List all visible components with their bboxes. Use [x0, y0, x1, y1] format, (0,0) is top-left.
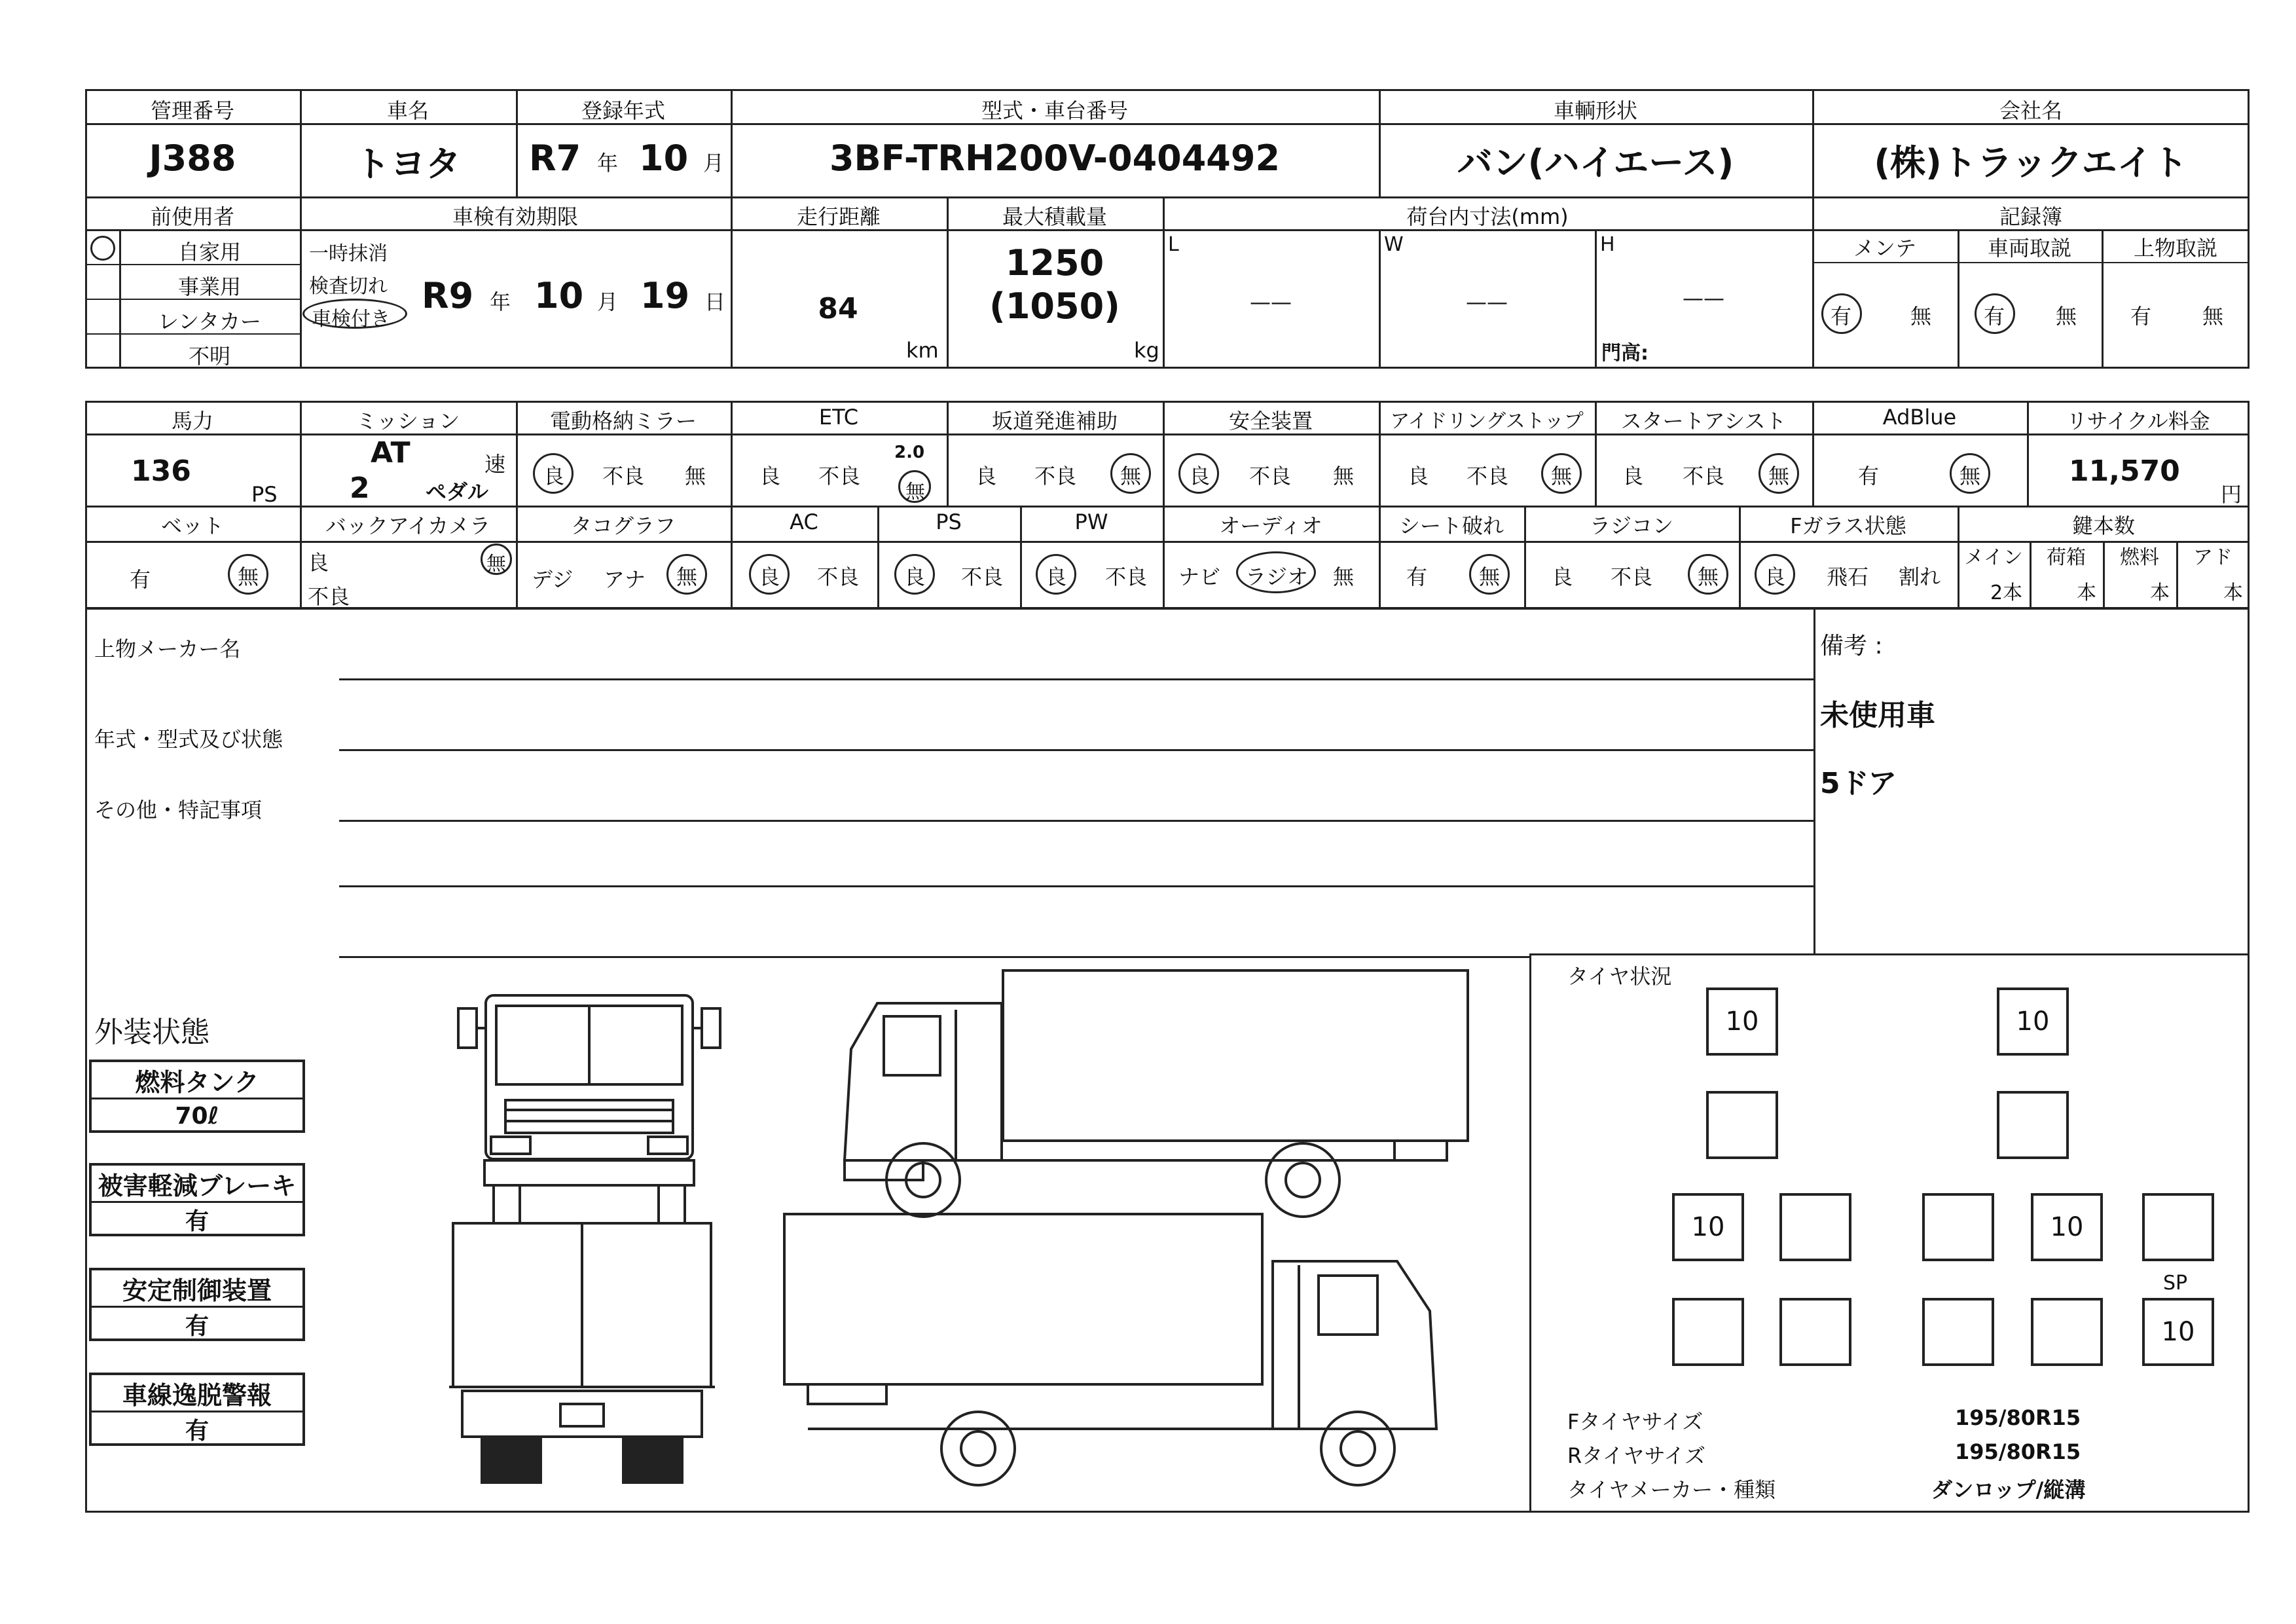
- label-etc: ETC: [818, 405, 859, 430]
- tire-spare: 10: [2142, 1298, 2214, 1366]
- stability-control-label: 安定制御装置: [92, 1270, 302, 1308]
- company-name: (株)トラックエイト: [1874, 142, 2188, 183]
- tire-rear-inner-right-a: [1922, 1193, 1994, 1261]
- mission-pedal: 2: [350, 471, 370, 505]
- insp-day-unit: 日: [704, 289, 726, 314]
- label-tachograph: タコグラフ: [570, 513, 676, 538]
- label-other-notes: その他・特記事項: [94, 798, 263, 822]
- dim-H-value: ——: [1683, 286, 1724, 310]
- key-box-value: 本: [2077, 581, 2096, 604]
- lane-departure-label: 車線逸脱警報: [92, 1375, 302, 1412]
- glass-chip: 飛石: [1827, 564, 1869, 589]
- adblue-none: 無: [1959, 464, 1981, 489]
- ps-good: 良: [904, 564, 926, 589]
- key-fuel-value: 本: [2150, 581, 2170, 604]
- key-fuel-label: 燃料: [2120, 546, 2159, 569]
- pw-bad: 不良: [1105, 564, 1148, 589]
- tire-maker: ダンロップ/縦溝: [1931, 1477, 2086, 1502]
- mileage-value: 84: [818, 292, 858, 325]
- tire-rear2-inner-left: [1779, 1298, 1851, 1366]
- f-tire-size: 195/80R15: [1955, 1405, 2081, 1430]
- dim-L-label: L: [1168, 233, 1179, 256]
- tacho-analog: アナ: [604, 567, 646, 592]
- label-bed-dimensions: 荷台内寸法(mm): [1406, 204, 1569, 229]
- fuel-tank-label: 燃料タンク: [92, 1062, 302, 1099]
- label-registration-year: 登録年式: [581, 98, 665, 123]
- hill-good: 良: [975, 464, 997, 489]
- horsepower-unit: PS: [251, 482, 278, 507]
- label-ps: PS: [936, 509, 962, 534]
- label-inspection-expiry: 車検有効期限: [452, 204, 578, 229]
- inspection-temp-cancel: 一時抹消: [309, 242, 388, 265]
- lane-departure-box: [89, 1373, 305, 1446]
- label-company: 会社名: [1999, 98, 2062, 123]
- label-pw: PW: [1074, 509, 1108, 534]
- dim-W-value: ——: [1466, 289, 1508, 314]
- label-audio: オーディオ: [1219, 513, 1322, 538]
- collision-brake-value: 有: [185, 1208, 209, 1235]
- key-main-label: メイン: [1964, 546, 2023, 569]
- remarks-label: 備考 :: [1820, 633, 1883, 659]
- hill-none: 無: [1120, 464, 1142, 489]
- seat-has: 有: [1406, 564, 1428, 589]
- month-unit: 月: [703, 151, 725, 175]
- max-load-unit: kg: [1134, 338, 1159, 363]
- etc-none: 無: [905, 481, 925, 504]
- tire-rear-inner-right: 10: [2031, 1193, 2103, 1261]
- record-maintenance: メンテ: [1853, 236, 1916, 261]
- dim-L-value: ——: [1250, 289, 1292, 314]
- label-record-book: 記録簿: [1999, 204, 2062, 229]
- record-maint-yes: 有: [1831, 304, 1852, 329]
- prev-user-rental: レンタカー: [158, 309, 261, 334]
- record-vehicle-no: 無: [2056, 304, 2077, 329]
- spare-label: SP: [2163, 1272, 2188, 1295]
- remarks-line-2: 5ドア: [1820, 767, 1897, 800]
- truck-rear-view: [449, 1219, 715, 1488]
- truck-front-view: [452, 982, 727, 1231]
- tire-maker-label: タイヤメーカー・種類: [1567, 1477, 1776, 1502]
- remote-bad: 不良: [1611, 564, 1653, 589]
- stability-control-box: [89, 1268, 305, 1341]
- label-back-camera: バックアイカメラ: [325, 513, 491, 538]
- key-box-label: 荷箱: [2047, 546, 2086, 569]
- label-key-count: 鍵本数: [2071, 513, 2135, 538]
- record-vehicle-yes: 有: [1984, 304, 2005, 329]
- hill-bad: 不良: [1034, 464, 1077, 489]
- exterior-title: 外装状態: [94, 1016, 210, 1049]
- car-name: トヨタ: [355, 143, 461, 185]
- label-body-shape: 車輌形状: [1553, 98, 1637, 123]
- start-bad: 不良: [1683, 464, 1725, 489]
- tire-rear-inner-left: [1779, 1193, 1851, 1261]
- prev-user-business: 事業用: [177, 274, 241, 299]
- label-start-assist: スタートアシスト: [1620, 409, 1787, 434]
- gate-height-label: 門高:: [1601, 342, 1649, 365]
- label-hill-start-assist: 坂道発進補助: [991, 409, 1118, 434]
- mission-pedal-label: ペダル: [426, 479, 489, 504]
- f-tire-size-label: Fタイヤサイズ: [1567, 1409, 1704, 1434]
- idle-none: 無: [1551, 464, 1573, 489]
- dim-H-label: H: [1600, 233, 1615, 256]
- lane-departure-value: 有: [185, 1417, 209, 1445]
- dim-W-label: W: [1384, 233, 1404, 256]
- tire-mid-right: [1997, 1091, 2069, 1159]
- body-shape: バン(ハイエース): [1457, 142, 1734, 183]
- start-none: 無: [1768, 464, 1790, 489]
- label-transmission: ミッション: [355, 409, 460, 434]
- inspection-valid: 車検付き: [312, 308, 390, 331]
- tire-rear2-outer-right: [2031, 1298, 2103, 1366]
- record-maint-no: 無: [1910, 304, 1932, 329]
- mileage-unit: km: [906, 338, 939, 363]
- max-load-value: 1250: [1005, 242, 1104, 284]
- tire-extra: [2142, 1193, 2214, 1261]
- mirror-none: 無: [685, 464, 706, 489]
- remarks-line-1: 未使用車: [1820, 699, 1935, 732]
- tire-front-right: 10: [1997, 987, 2069, 1056]
- inspection-expired: 検査切れ: [309, 275, 388, 298]
- fuel-tank-value: 70ℓ: [175, 1102, 219, 1130]
- collision-brake-box: [89, 1163, 305, 1236]
- label-max-load: 最大積載量: [1002, 204, 1107, 229]
- r-tire-size-label: Rタイヤサイズ: [1567, 1443, 1706, 1468]
- label-previous-user: 前使用者: [150, 204, 234, 229]
- label-ac: AC: [790, 509, 818, 534]
- tacho-none: 無: [676, 564, 698, 589]
- insp-month-unit: 月: [597, 289, 619, 314]
- camera-none: 無: [486, 553, 506, 576]
- tire-rear-outer-left: 10: [1672, 1193, 1744, 1261]
- key-main-value: 2本: [1990, 581, 2023, 604]
- mission-type: AT: [371, 436, 410, 470]
- inspection-era-year: R9: [422, 275, 474, 316]
- recycle-fee-unit: 円: [2221, 482, 2242, 507]
- label-remote: ラジコン: [1589, 513, 1673, 538]
- prev-user-private: 自家用: [177, 240, 241, 265]
- management-no: J388: [149, 138, 236, 179]
- truck-side-view-left: [831, 964, 1480, 1226]
- r-tire-size: 195/80R15: [1955, 1439, 2081, 1464]
- label-management-no: 管理番号: [150, 98, 234, 123]
- bed-none: 無: [238, 564, 259, 589]
- tire-rear2-outer-left: [1672, 1298, 1744, 1366]
- camera-bad: 不良: [308, 584, 350, 609]
- safety-bad: 不良: [1249, 464, 1292, 489]
- label-recycle-fee: リサイクル料金: [2066, 409, 2210, 434]
- label-horsepower: 馬力: [171, 409, 213, 434]
- pw-good: 良: [1046, 564, 1067, 589]
- label-upper-maker: 上物メーカー名: [94, 637, 241, 661]
- model-chassis-no: 3BF-TRH200V-0404492: [829, 138, 1281, 179]
- key-ad-value: 本: [2223, 581, 2243, 604]
- ac-bad: 不良: [817, 564, 860, 589]
- etc-good: 良: [759, 464, 781, 489]
- inspection-day: 19: [640, 275, 690, 316]
- remote-none: 無: [1698, 564, 1719, 589]
- idle-bad: 不良: [1467, 464, 1509, 489]
- collision-brake-label: 被害軽減ブレーキ: [92, 1166, 302, 1203]
- label-mileage: 走行距離: [796, 204, 881, 229]
- ac-good: 良: [759, 564, 780, 589]
- label-model-chassis: 型式・車台番号: [981, 98, 1128, 123]
- inspection-month: 10: [534, 275, 584, 316]
- audio-navi: ナビ: [1178, 564, 1221, 589]
- audio-none: 無: [1333, 564, 1355, 589]
- ps-bad: 不良: [961, 564, 1004, 589]
- recycle-fee-value: 11,570: [2069, 454, 2180, 488]
- key-ad-label: アド: [2193, 546, 2232, 569]
- label-idling-stop: アイドリングストップ: [1390, 410, 1584, 433]
- bed-has: 有: [130, 567, 151, 592]
- horsepower-value: 136: [131, 454, 191, 488]
- safety-good: 良: [1189, 464, 1211, 489]
- mirror-good: 良: [543, 464, 565, 489]
- record-body-yes: 有: [2130, 304, 2152, 329]
- year-unit: 年: [597, 151, 619, 175]
- safety-none: 無: [1333, 464, 1355, 489]
- label-car-name: 車名: [386, 98, 429, 123]
- glass-good: 良: [1764, 564, 1786, 589]
- label-power-mirror: 電動格納ミラー: [549, 409, 697, 434]
- label-f-glass: Fガラス状態: [1790, 513, 1906, 538]
- label-bed: ベット: [160, 513, 224, 538]
- prev-user-unknown: 不明: [188, 344, 230, 369]
- fuel-tank-box: [89, 1060, 305, 1133]
- record-body-no: 無: [2202, 304, 2224, 329]
- adblue-has: 有: [1858, 464, 1880, 489]
- label-year-model-condition: 年式・型式及び状態: [94, 727, 283, 752]
- label-safety-device: 安全装置: [1228, 409, 1313, 434]
- record-body-manual: 上物取説: [2133, 236, 2217, 261]
- seat-none: 無: [1479, 564, 1501, 589]
- insp-year-unit: 年: [490, 289, 511, 314]
- start-good: 良: [1622, 464, 1644, 489]
- tacho-digital: デジ: [532, 567, 574, 592]
- registration-era-year: R7: [529, 138, 581, 179]
- tire-status-title: タイヤ状況: [1567, 964, 1672, 989]
- etc-2-0: 2.0: [894, 443, 925, 462]
- tire-front-left: 10: [1706, 987, 1778, 1056]
- glass-crack: 割れ: [1899, 564, 1941, 589]
- registration-month: 10: [639, 138, 689, 179]
- record-vehicle-manual: 車両取説: [1987, 236, 2071, 261]
- remote-good: 良: [1552, 564, 1573, 589]
- mirror-bad: 不良: [602, 464, 645, 489]
- etc-bad: 不良: [818, 464, 861, 489]
- idle-good: 良: [1408, 464, 1429, 489]
- prev-user-selected-mark: [90, 236, 115, 261]
- max-load-sub-value: (1050): [989, 286, 1120, 327]
- label-adblue: AdBlue: [1882, 405, 1957, 430]
- label-seat-tear: シート破れ: [1398, 513, 1504, 538]
- truck-side-view-right: [782, 1213, 1463, 1501]
- tire-rear2-inner-right: [1922, 1298, 1994, 1366]
- audio-radio: ラジオ: [1245, 564, 1309, 589]
- camera-good: 良: [308, 550, 329, 575]
- mission-speed-label: 速: [484, 452, 506, 477]
- tire-mid-left: [1706, 1091, 1778, 1159]
- stability-control-value: 有: [185, 1312, 209, 1340]
